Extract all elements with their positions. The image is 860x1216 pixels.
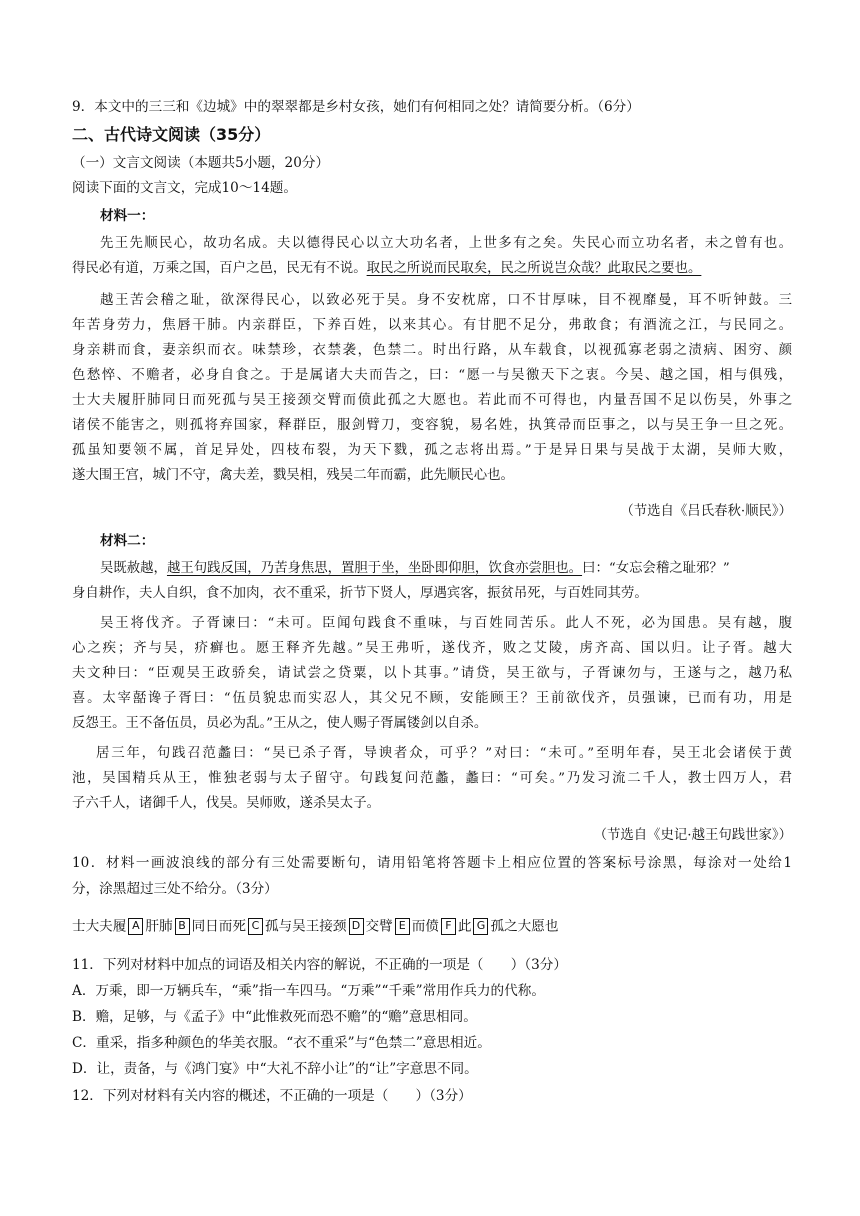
section-subtitle: （一）文言文阅读（本题共5小题，20分） [72,155,330,171]
material-1-line: 诸侯不能害之，则孤将弃国家，释群臣，服剑臂刀，变容貌，易名姓，执箕帚而臣事之，以与吴王争一旦之死。 [72,418,792,433]
answer-box-c[interactable]: C [248,918,263,935]
material-2-line: 夫文种曰：“臣观吴王政骄矣，请试尝之贷粟，以卜其事。”请贷，吴王欲与，子胥谏勿与，王遂与之，越乃私 [72,666,792,681]
material-2-text: 吴既赦越， [100,561,167,576]
material-2-line: 居三年，句践召范蠡曰：“吴已杀子胥，导谀者众，可乎？”对曰：“未可。”至明年春，吴王北会诸侯于黄 [96,746,792,761]
segment-text: 交臂 [365,918,393,935]
answer-box-d[interactable]: D [349,918,364,935]
section-intro: 阅读下面的文言文，完成10～14题。 [72,180,297,196]
material-1-line: 孤虽知要领不属，首足异处，四枝布裂，为天下戮，孤之志将出焉。”于是异日果与吴战于太湖，吴师大败， [72,443,792,458]
material-2-line [100,559,792,579]
segment-text: 士大夫履 [72,918,127,935]
material-2-line: 喜。太宰嚭谗子胥曰：“伍员貌忠而实忍人，其父兄不顾，安能顾王？王前欲伐齐，员强谏，已而有功，用是 [72,691,792,706]
material-1-text: 得民必有道，万乘之国，百户之邑，民无有不说。 [72,261,367,276]
material-1-line: 年苦身劳力，焦唇干肺。内亲群臣，下养百姓，以来其心。有甘肥不足分，弗敢食；有酒流之江，与民同之。 [72,318,792,333]
underlined-sentence: 取民之所说而民取矣，民之所说岂众哉？此取民之要也。 [366,261,702,276]
answer-box-e[interactable]: E [395,918,410,935]
material-1-line: 色愁悴、不赡者，必身自食之。于是属诸大夫而告之，曰：“愿一与吴徼天下之衷。今吴、越之国，相与俱残， [72,368,792,383]
answer-box-a[interactable]: A [128,918,143,935]
option-a: A．万乘，即一万辆兵车，“乘”指一车四马。“万乘”“千乘”常用作兵力的代称。 [72,983,545,999]
material-2-line: 子六千人，诸御千人，伐吴。吴师败，遂杀吴太子。 [72,796,380,811]
option-d: D．让，责备，与《鸿门宴》中“大礼不辞小让”的“让”字意思不同。 [72,1061,478,1077]
answer-box-g[interactable]: G [473,918,488,935]
segment-text: 此 [457,918,472,935]
material-1-line: 身亲耕而食，妻亲织而衣。味禁珍，衣禁袭，色禁二。时出行路，从车载食，以视孤寡老弱之渍病、困穷、颜 [72,343,792,358]
question-11: 11．下列对材料中加点的词语及相关内容的解说，不正确的一项是（ ）（3分） [72,957,567,973]
section-title: 二、古代诗文阅读（35分） [72,125,271,144]
material-2-line: 反怨王。王不备伍员，员必为乱。”王从之，使人赐子胥属镂剑以自杀。 [72,716,488,731]
option-b: B．赡，足够，与《孟子》中“此惟救死而恐不赡”的“赡”意思相同。 [72,1009,477,1025]
material-2-line: 池，吴国精兵从王，惟独老弱与太子留守。句践复问范蠡，蠡曰：“可矣。”乃发习流二千人，教士四万人，君 [72,771,792,786]
segment-text: 同日而死 [191,918,246,935]
material-1-line: 先王先顺民心，故功名成。夫以德得民心以立大功名者，上世多有之矣。失民心而立功名者，未之曾有也。 [100,236,792,251]
material-1-label: 材料一： [100,208,155,224]
question-10-cont: 分，涂黑超过三处不给分。（3分） [72,881,278,897]
material-2-source: （节选自《史记·越王句践世家》） [593,828,792,843]
sentence-break-options [72,916,792,937]
material-1-line [72,259,792,279]
wavy-underlined-line: 士大夫履肝肺同日而死孤与吴王接颈交臂而偾此孤之大愿也。若此而不可得也，内量吾国不足以伤吴，外事之 [72,393,792,408]
material-1-source: （节选自《吕氏春秋·顺民》） [620,504,792,519]
material-2-line: 吴王将伐齐。子胥谏曰：“未可。臣闻句践食不重味，与百姓同苦乐。此人不死，必为国患。吴有越，腹 [100,616,792,631]
material-2-label: 材料二： [100,533,155,549]
material-2-line: 心之疾；齐与吴，疥癣也。愿王释齐先越。”吴王弗听，遂伐齐，败之艾陵，虏齐高、国以归。让子胥。越大 [72,641,792,656]
answer-box-f[interactable]: F [441,918,456,935]
material-2-line: 身自耕作，夫人自织，食不加肉，衣不重采，折节下贤人，厚遇宾客，振贫吊死，与百姓同其劳。 [72,586,648,601]
option-c: C．重采，指多种颜色的华美衣服。“衣不重采”与“色禁二”意思相近。 [72,1035,491,1051]
segment-text: 孤之大愿也 [490,918,559,935]
segment-text: 肝肺 [145,918,173,935]
material-1-line: 越王苦会稽之耻，欲深得民心，以致必死于吴。身不安枕席，口不甘厚味，目不视靡曼，耳不听钟鼓。三 [100,293,792,308]
question-10: 10．材料一画波浪线的部分有三处需要断句，请用铅笔将答题卡上相应位置的答案标号涂黑，每涂对一处给1 [72,855,792,871]
material-1-line: 遂大围王宫，城门不守，禽夫差，戮吴相，残吴二年而霸，此先顺民心也。 [72,468,514,483]
material-2-text: 曰：“女忘会稽之耻邪？” [582,561,730,576]
question-9: 9．本文中的三三和《边城》中的翠翠都是乡村女孩，她们有何相同之处？请简要分析。（6分） [72,99,640,115]
question-12: 12．下列对材料有关内容的概述，不正确的一项是（ ）（3分） [72,1088,472,1104]
underlined-sentence: 越王句践反国，乃苦身焦思，置胆于坐，坐卧即仰胆，饮食亦尝胆也。 [166,561,583,576]
answer-box-b[interactable]: B [175,918,190,935]
segment-text: 孤与吴王接颈 [264,918,347,935]
segment-text: 而偾 [411,918,439,935]
